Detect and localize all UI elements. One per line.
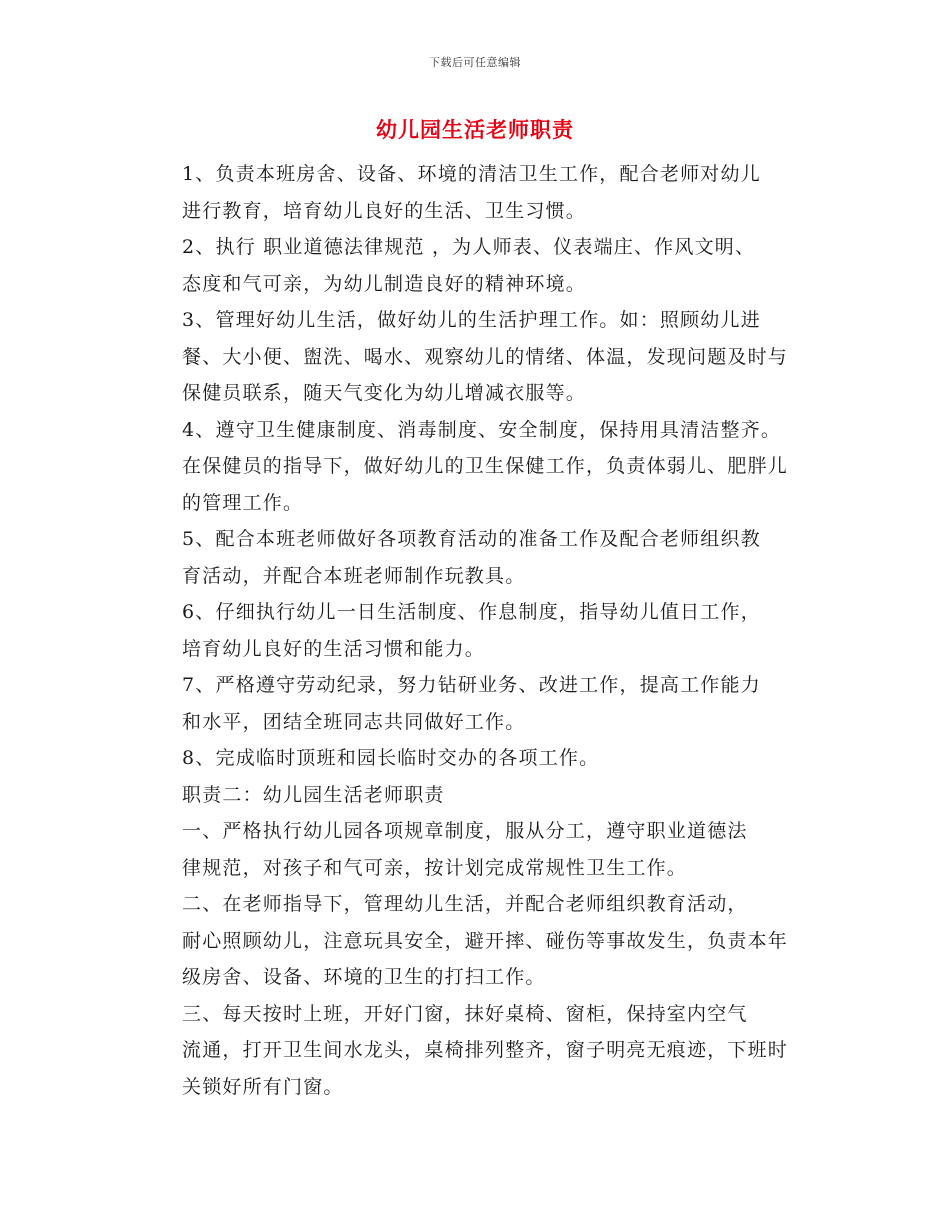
paragraph-line: 7、严格遵守劳动纪录，努力钻研业务、改进工作，提高工作能力 (182, 674, 761, 696)
paragraph (140, 229, 812, 302)
paragraph (140, 667, 812, 740)
paragraph (140, 302, 812, 412)
paragraph-line: 级房舍、设备、环境的卫生的打扫工作。 (182, 966, 546, 988)
paragraph (140, 886, 812, 996)
paragraph (140, 156, 812, 229)
document-title: 幼儿园生活老师职责 (376, 117, 574, 142)
paragraph-line: 一、严格执行幼儿园各项规章制度，服从分工，遵守职业道德法 (182, 820, 748, 842)
paragraph-line: 保健员联系，随天气变化为幼儿增减衣服等。 (182, 382, 587, 404)
paragraph-line: 关锁好所有门窗。 (182, 1075, 344, 1098)
paragraph-line: 8、完成临时顶班和园长临时交办的各项工作。 (182, 747, 600, 769)
paragraph (140, 740, 812, 777)
paragraph-line: 培育幼儿良好的生活习惯和能力。 (182, 637, 486, 660)
paragraph-line: 餐、大小便、盥洗、喝水、观察幼儿的情绪、体温，发现问题及时与 (182, 345, 789, 368)
paragraph-line: 2、执行 职业道德法律规范 ，为人师表、仪表端庄、作风文明、 (182, 236, 756, 258)
paragraph-line: 4、遵守卫生健康制度、消毒制度、安全制度，保持用具清洁整齐。 (182, 418, 782, 441)
paragraph (140, 996, 812, 1106)
paragraph-line: 6、仔细执行幼儿一日生活制度、作息制度，指导幼儿值日工作， (182, 601, 761, 623)
paragraph-line: 耐心照顾幼儿，注意玩具安全，避开摔、碰伤等事故发生，负责本年 (182, 929, 789, 952)
paragraph-line: 二、在老师指导下，管理幼儿生活，并配合老师组织教育活动， (182, 893, 748, 915)
paragraph-line: 进行教育，培育幼儿良好的生活、卫生习惯。 (182, 199, 587, 222)
header-note: 下载后可任意编辑 (429, 56, 521, 69)
paragraph-line: 3、管理好幼儿生活，做好幼儿的生活护理工作。如：照顾幼儿进 (182, 309, 761, 331)
document-body (140, 156, 812, 1105)
paragraph-line: 和水平，团结全班同志共同做好工作。 (182, 710, 526, 733)
paragraph-line: 1、负责本班房舍、设备、环境的清洁卫生工作，配合老师对幼儿 (182, 163, 761, 185)
paragraph-line: 流通，打开卫生间水龙头，桌椅排列整齐，窗子明亮无痕迹，下班时 (182, 1039, 789, 1061)
paragraph (140, 521, 812, 594)
paragraph-line: 的管理工作。 (182, 491, 304, 514)
paragraph (140, 777, 812, 814)
paragraph (140, 594, 812, 667)
paragraph-line: 5、配合本班老师做好各项教育活动的准备工作及配合老师组织教 (182, 528, 761, 550)
paragraph-line: 态度和气可亲，为幼儿制造良好的精神环境。 (182, 272, 587, 295)
paragraph (140, 412, 812, 522)
paragraph-line: 育活动，并配合本班老师制作玩教具。 (182, 564, 526, 587)
paragraph (140, 813, 812, 886)
paragraph-line: 律规范，对孩子和气可亲，按计划完成常规性卫生工作。 (182, 856, 688, 879)
paragraph-line: 三、每天按时上班，开好门窗，抹好桌椅、窗柜，保持室内空气 (182, 1002, 748, 1025)
paragraph-line: 在保健员的指导下，做好幼儿的卫生保健工作，负责体弱儿、肥胖儿 (182, 455, 789, 477)
paragraph-line: 职责二：幼儿园生活老师职责 (182, 783, 445, 806)
